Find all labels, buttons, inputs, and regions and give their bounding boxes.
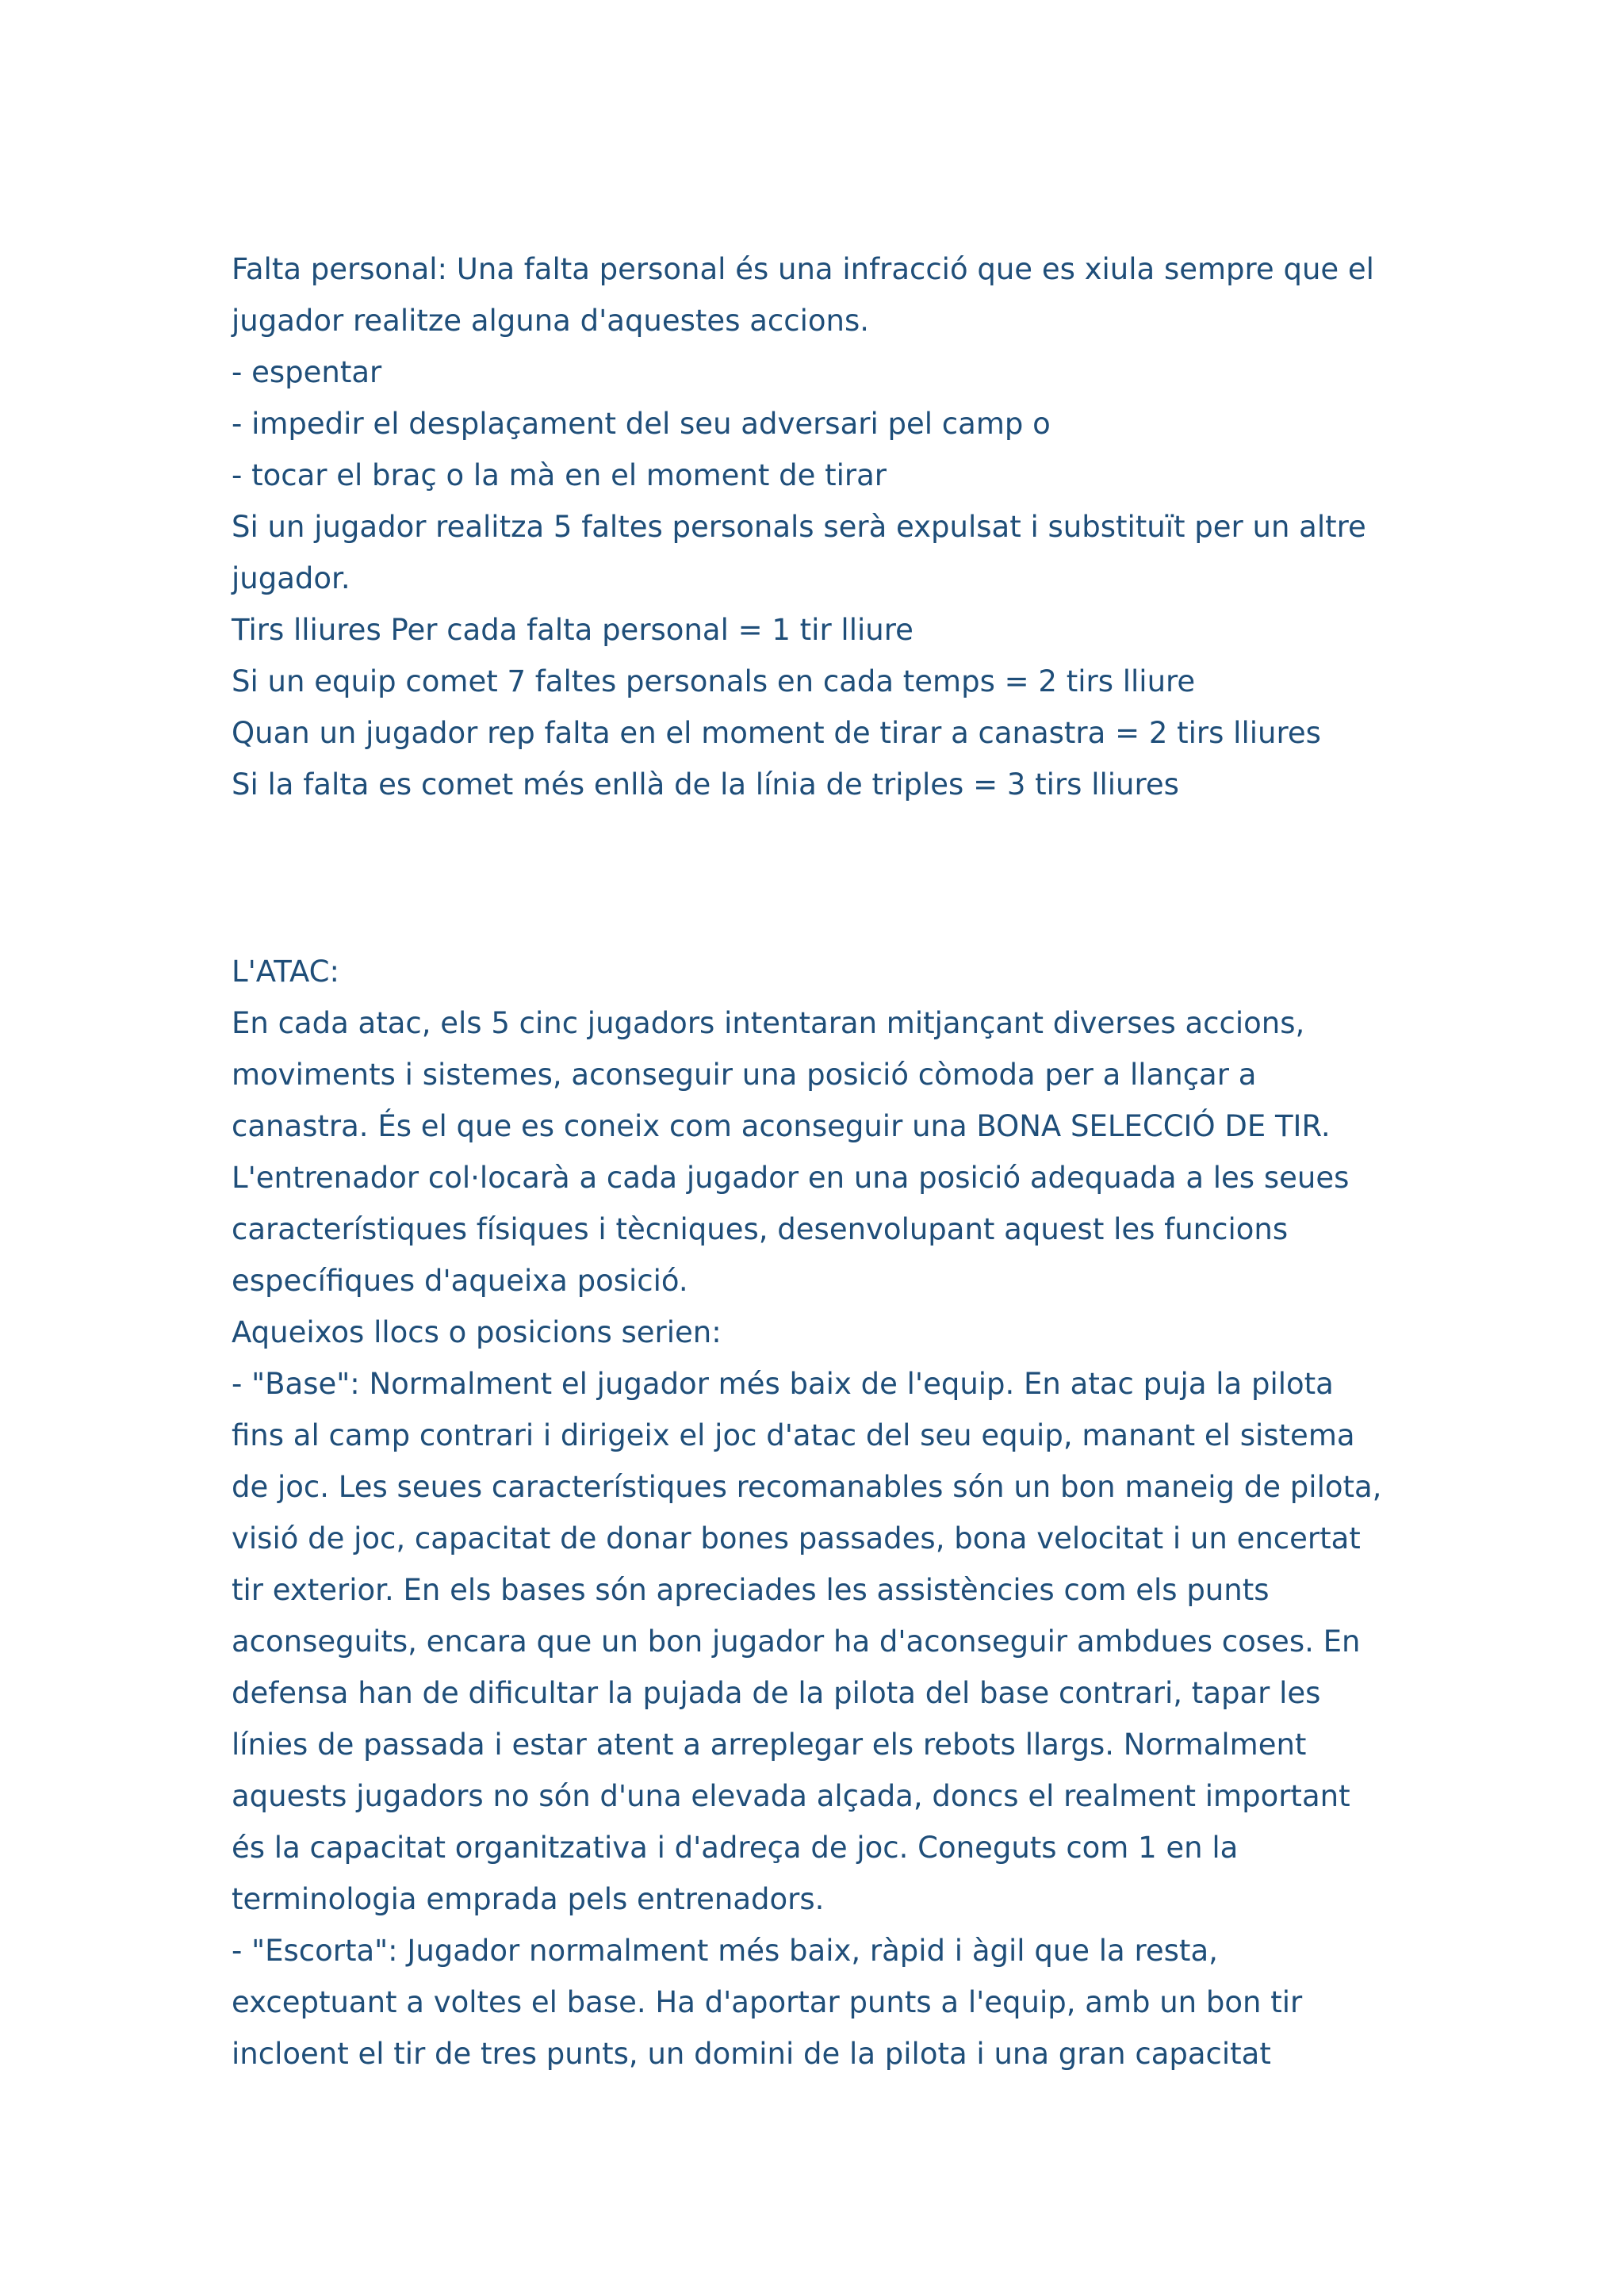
text-line: L'entrenador col·locarà a cada jugador en una posició adequada a les seues bbox=[232, 1161, 1350, 1195]
text-line: de joc. Les seues característiques recomanables són un bon maneig de pilota, bbox=[232, 1470, 1382, 1504]
text-line: Falta personal: Una falta personal és una infracció que es xiula sempre que el bbox=[232, 252, 1374, 286]
text-line: fins al camp contrari i dirigeix el joc d'atac del seu equip, manant el sistema bbox=[232, 1418, 1355, 1452]
text-line: Si la falta es comet més enllà de la línia de triples = 3 tirs lliures bbox=[232, 767, 1179, 802]
text-line: específiques d'aqueixa posició. bbox=[232, 1264, 688, 1298]
section-heading: L'ATAC: bbox=[232, 955, 339, 989]
text-line: Tirs lliures Per cada falta personal = 1 tir lliure bbox=[232, 613, 914, 647]
text-line: Aqueixos llocs o posicions serien: bbox=[232, 1315, 722, 1349]
text-line: aconseguits, encara que un bon jugador ha d'aconseguir ambdues coses. En bbox=[232, 1624, 1361, 1659]
text-line: és la capacitat organitzativa i d'adreça de joc. Coneguts com 1 en la bbox=[232, 1831, 1239, 1865]
list-item: - tocar el braç o la mà en el moment de tirar bbox=[232, 458, 887, 492]
text-line: Quan un jugador rep falta en el moment de tirar a canastra = 2 tirs lliures bbox=[232, 716, 1321, 750]
list-item: - "Base": Normalment el jugador més baix de l'equip. En atac puja la pilota bbox=[232, 1367, 1334, 1401]
text-line: visió de joc, capacitat de donar bones passades, bona velocitat i un encertat bbox=[232, 1521, 1361, 1556]
text-line: Si un equip comet 7 faltes personals en cada temps = 2 tirs lliure bbox=[232, 664, 1196, 698]
text-line: exceptuant a voltes el base. Ha d'aportar punts a l'equip, amb un bon tir bbox=[232, 1985, 1303, 2019]
text-line: jugador realitze alguna d'aquestes accions. bbox=[232, 304, 869, 338]
text-line: tir exterior. En els bases són apreciades les assistències com els punts bbox=[232, 1573, 1270, 1607]
list-item: - "Escorta": Jugador normalment més baix, ràpid i àgil que la resta, bbox=[232, 1934, 1218, 1968]
text-line: Si un jugador realitza 5 faltes personals serà expulsat i substituït per un altre bbox=[232, 510, 1366, 544]
text-line: moviments i sistemes, aconseguir una posició còmoda per a llançar a bbox=[232, 1058, 1257, 1092]
text-line: En cada atac, els 5 cinc jugadors intentaran mitjançant diverses accions, bbox=[232, 1006, 1305, 1040]
list-item: - espentar bbox=[232, 355, 382, 389]
text-line: aquests jugadors no són d'una elevada alçada, doncs el realment important bbox=[232, 1779, 1350, 1813]
attack-section bbox=[232, 946, 1421, 2080]
text-line: terminologia emprada pels entrenadors. bbox=[232, 1882, 825, 1916]
list-item: - impedir el desplaçament del seu adversari pel camp o bbox=[232, 407, 1051, 441]
text-line: línies de passada i estar atent a arreplegar els rebots llargs. Normalment bbox=[232, 1728, 1307, 1762]
text-line: jugador. bbox=[232, 561, 350, 595]
text-line: canastra. És el que es coneix com aconseguir una BONA SELECCIÓ DE TIR. bbox=[232, 1109, 1331, 1143]
text-line: característiques físiques i tècniques, desenvolupant aquest les funcions bbox=[232, 1212, 1289, 1246]
text-line: defensa han de dificultar la pujada de la pilota del base contrari, tapar les bbox=[232, 1676, 1321, 1710]
text-line: incloent el tir de tres punts, un domini de la pilota i una gran capacitat bbox=[232, 2037, 1271, 2071]
personal-foul-section bbox=[232, 243, 1421, 810]
